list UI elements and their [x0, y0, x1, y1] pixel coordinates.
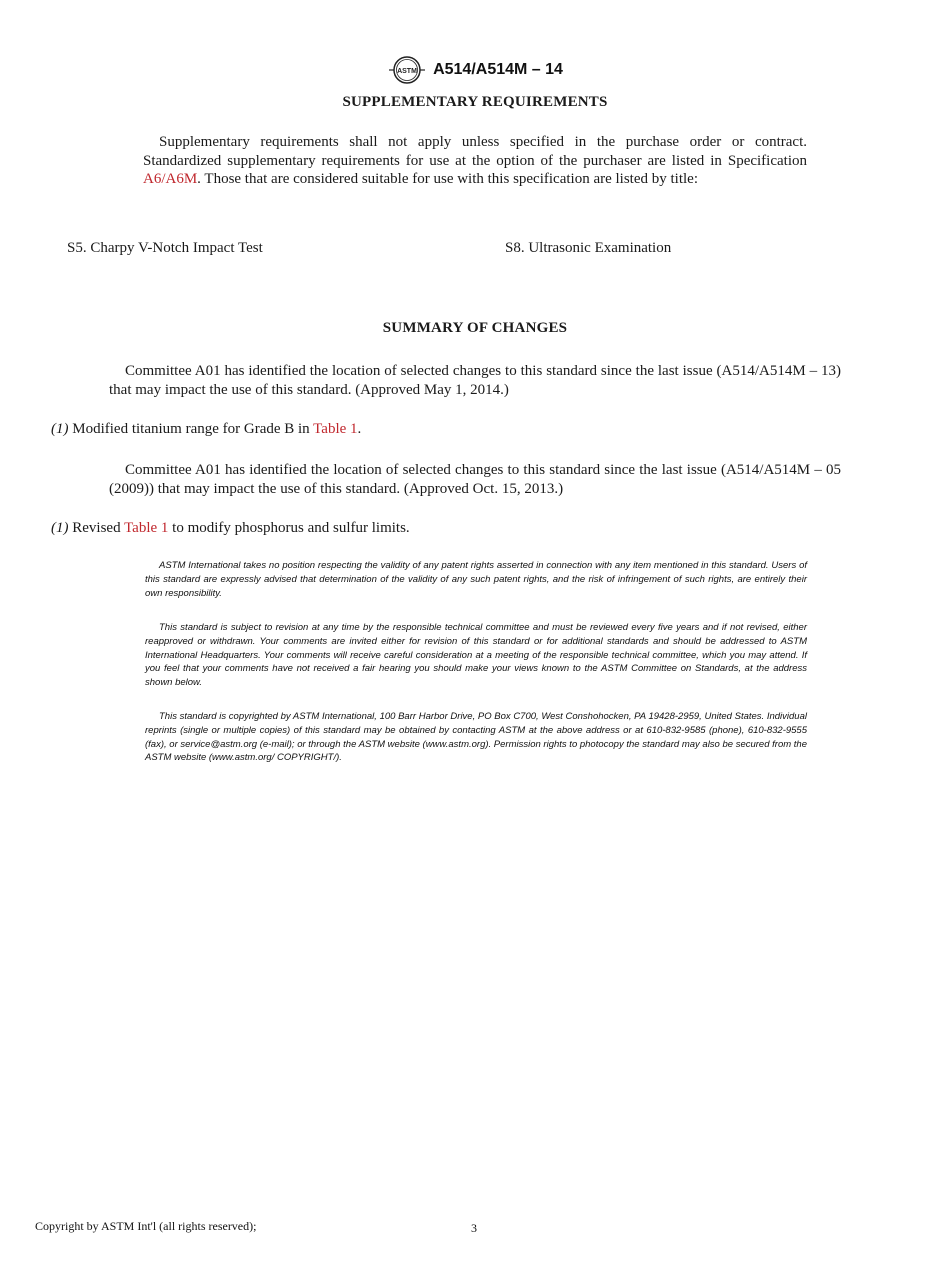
page-header	[0, 55, 950, 85]
supplementary-item-s5: S5. Charpy V-Notch Impact Test	[67, 240, 263, 256]
patent-notice: ASTM International takes no position respecting the validity of any patent rights asserted in connection with any item mentioned in this standard. Users of this standard are expressly advised that determination of the validity of any such patent rights, and the risk of infringement of such rights, are entirely their own responsibility.	[145, 560, 807, 599]
revision-notice: This standard is subject to revision at any time by the responsible technical committee and must be reviewed every five years and if not revised, either reapproved or withdrawn. Your comments are invited either for revision of this standard or for additional standards and should be addressed to ASTM International Headquarters. Your comments will receive careful consideration at a meeting of the responsible technical committee, which you may attend. If you feel that your comments have not received a fair hearing you should make your views known to the ASTM Committee on Standards, at the address shown below.	[145, 622, 807, 689]
astm-logo-icon	[387, 55, 427, 85]
copyright-notice: This standard is copyrighted by ASTM International, 100 Barr Harbor Drive, PO Box C700, West Conshohocken, PA 19428-2959, United States. Individual reprints (single or multiple copies) of this standard may be obtained by contacting ASTM at the above address or at 610-832-9585 (phone), 610-832-9555 (fax), or service@astm.org (e-mail); or through the ASTM website (www.astm.org). Permission rights to photocopy the standard may also be secured from the ASTM website (www.astm.org/ COPYRIGHT/).	[145, 711, 807, 764]
supplementary-intro: Supplementary requirements shall not apply unless specified in the purchase order or contract. Standardized supplementary requirements for use at the option of the purchaser are listed in Specification A6/A6M. Those that are considered suitable for use with this specification are listed by title:	[143, 134, 807, 188]
table-1-link[interactable]: Table 1	[313, 421, 358, 437]
summary-paragraph-1: Committee A01 has identified the location of selected changes to this standard since the last issue (A514/A514M – 13) that may impact the use of this standard. (Approved May 1, 2014.)	[109, 363, 841, 398]
supplementary-title: SUPPLEMENTARY REQUIREMENTS	[342, 94, 608, 110]
change-item-2: (1) Revised Table 1 to modify phosphorus and sulfur limits.	[51, 520, 410, 536]
table-1-link[interactable]: Table 1	[124, 520, 169, 536]
supplementary-item-s8: S8. Ultrasonic Examination	[505, 240, 672, 256]
summary-title: SUMMARY OF CHANGES	[382, 320, 568, 336]
page-number: 3	[471, 1221, 477, 1235]
change-item-1: (1) Modified titanium range for Grade B in Table 1.	[51, 421, 362, 437]
footer-copyright: Copyright by ASTM Int'l (all rights reserved);	[35, 1219, 257, 1233]
summary-paragraph-2: Committee A01 has identified the location of selected changes to this standard since the last issue (A514/A514M – 05 (2009)) that may impact the use of this standard. (Approved Oct. 15, 2013.)	[109, 462, 841, 497]
standard-designation: A514/A514M – 14	[433, 61, 563, 78]
svg-text:ASTM: ASTM	[397, 68, 417, 75]
spec-a6-link[interactable]: A6/A6M	[143, 171, 198, 188]
